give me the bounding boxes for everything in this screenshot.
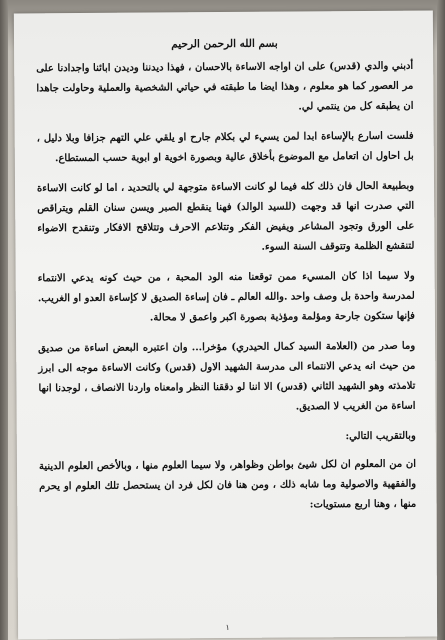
paragraph-7: ان من المعلوم ان لكل شيئ بواطن وظواهر، ولا سيما العلوم منها ، وبالأخص العلوم الدينية والفقهية والاصولية وما شابه ذلك ، ومن هنا فان لكل فرد ان يستحصل تلك العلوم او يحرم منها ، وهنا اربع مستويات: <box>38 458 417 511</box>
document-body <box>36 37 416 528</box>
page-number: ١ <box>225 622 230 633</box>
paragraph-2: فلست اسارع بالإساءة ابدا لمن يسيء لي بكلام جارح او يلقي علي التهم جزافا وبلا دليل ، بل احاول ان اتعامل مع الموضوع بأخلاق عالية وبصورة اخوية او ابوية حسب المستطاع. <box>36 130 414 165</box>
right-edge-shadow <box>437 0 445 640</box>
paragraph-4: ولا سيما اذا كان المسيء ممن توقعنا منه الود المحبة ، من حيث كونه يدعي الانتماء لمدرسة واحدة بل وصف واحد .والله العالم ـ فان إساءة الصديق لا كإساءة العدو او الغريب. فإنها ستكون جارحة ومؤلمة ومؤذية بصورة اكبر واعمق لا محالة. <box>37 270 415 324</box>
paragraph-5: وما صدر من (العلامة السيد كمال الحيدري) مؤخرا... وان اعتبره البعض اساءة من صديق من حيث انه يدعي الانتماء الى مدرسة الشهيد الاول (قدس) وكانت الاساءة موجه الى ابرز تلامذته وهو الشهيد الثاني (قدس) الا اننا لو دققنا النظر وامعناه واردنا الانصاف ، لوجدنا انها اساءة من الغريب لا الصديق. <box>38 340 416 413</box>
document-page <box>14 11 437 640</box>
left-edge-shadow <box>0 0 8 640</box>
paragraph-6: وبالتقريب التالي: <box>345 430 416 443</box>
paragraph-3: وبطبيعة الحال فان ذلك كله فيما لو كانت الاساءة متوجهة لي بالتحديد ، اما لو كانت الاساءة التي صدرت انها قد وجهت (للسيد الوالد) فهنا ينقطع الصبر ويسن سنان القلم ويتراقص على الورق وتجود المشاعر ويفيض الفكر وتتلاعم الاحرف وتتلاقح الافكار وتنقدح الاضواء لتنقشع الظلمة وتتوقف السنة السوء. <box>37 180 415 253</box>
basmala-heading: بسم الله الرحمن الرحيم <box>171 37 278 51</box>
paragraph-1: أدبني والدي (قدس) على ان اواجه الاساءة بالاحسان ، فهذا ديدننا وديدن ابائنا واجدادنا على مر العصور كما هو معلوم ، وهذا ايضا ما طبقته في حياتي الشخصية والعملية وحاولت جاهدا ان يطبقه كل من ينتمي لي. <box>36 60 414 113</box>
